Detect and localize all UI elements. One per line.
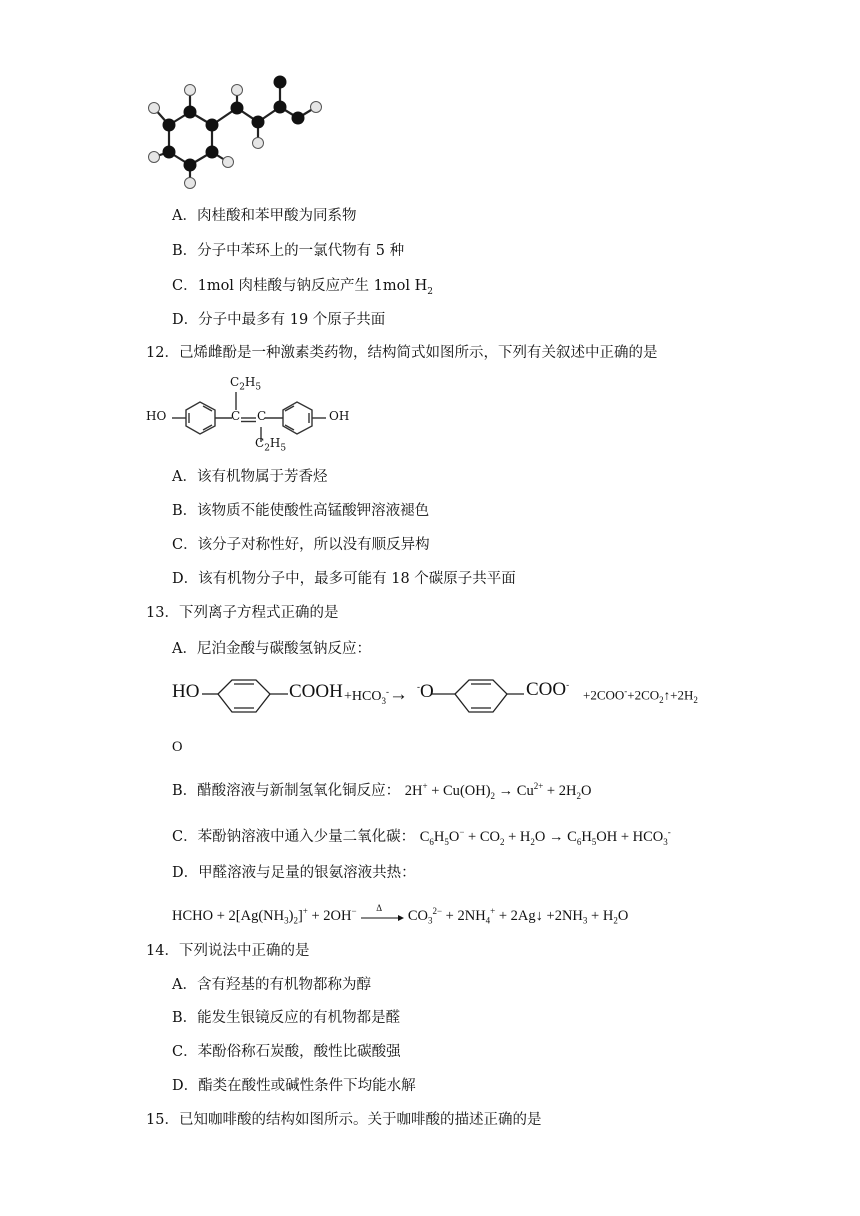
q12-option-a: A．该有机物属于芳香烃 [172, 469, 328, 485]
q13-option-a-label: A．尼泊金酸与碳酸氢钠反应： [172, 641, 371, 657]
eq-a-tail: $+2COO^-+2CO_2↑+2H_2$ [583, 686, 698, 705]
q11-option-b: B．分子中苯环上的一氯代物有 5 种 [172, 243, 405, 259]
q11-option-a: A．肉桂酸和苯甲酸为同系物 [172, 208, 357, 224]
diethylstilbestrol-structure [140, 372, 370, 454]
ho-group-label: HO [146, 409, 167, 423]
q15-stem: 15．已知咖啡酸的结构如图所示。关于咖啡酸的描述正确的是 [146, 1112, 542, 1128]
q13-stem: 13．下列离子方程式正确的是 [146, 605, 339, 621]
ethyl-top-label: $C_2H_5$ [230, 375, 262, 393]
q12-option-b: B．该物质不能使酸性高锰酸钾溶液褪色 [172, 503, 430, 519]
eq-a-ho: HO [172, 681, 200, 702]
carbon-right-label: C [257, 409, 267, 423]
q14-option-c: C．苯酚俗称石炭酸，酸性比碳酸强 [172, 1044, 401, 1060]
q11-option-d: D．分子中最多有 19 个原子共面 [172, 312, 386, 328]
eq-a-coo: COO- [526, 679, 570, 700]
q12-option-d: D．该有机物分子中，最多可能有 18 个碳原子共平面 [172, 571, 516, 587]
q13-option-c: C．苯酚钠溶液中通入少量二氧化碳： $C_6H_5O^- + CO_2 + H_2O \to C_6H_5OH + HCO_3^-$ [172, 827, 671, 847]
heat-symbol: Δ [376, 902, 382, 913]
q13-equation-d: HCHO + $2[Ag(NH_3)_2]^+ + 2OH^-$ Δ $CO_3^{2-} + 2NH_4^+$ + 2Ag↓ $+2NH_3 + H_2O$ [172, 901, 628, 931]
q13-equation-a [172, 668, 732, 726]
q13-option-d-label: D．甲醛溶液与足量的银氨溶液共热： [172, 865, 416, 881]
oh-group-label: OH [329, 409, 350, 423]
q13-option-b: B．醋酸溶液与新制氢氧化铜反应： $2H^+ + Cu(OH)_2 \to Cu^{2+} + 2H_2O$ [172, 781, 592, 801]
ethyl-bottom-label: $C_2H_5$ [255, 436, 287, 454]
eq-a-wrap-o: O [172, 739, 183, 755]
q14-option-a: A．含有羟基的有机物都称为醇 [172, 977, 371, 993]
q12-option-c: C．该分子对称性好，所以没有顺反异构 [172, 537, 430, 553]
eq-a-hco3: $+HCO_3^-\to$ [344, 684, 408, 706]
q12-stem: 12．己烯雌酚是一种激素类药物，结构简式如图所示，下列有关叙述中正确的是 [146, 345, 658, 361]
q14-stem: 14．下列说法中正确的是 [146, 943, 310, 959]
eq-a-o-minus: -O [417, 681, 434, 702]
reaction-arrow-icon [360, 914, 404, 922]
eq-a-cooh: COOH [289, 681, 343, 702]
cinnamic-acid-ball-stick-model [140, 70, 340, 195]
q14-option-b: B．能发生银镜反应的有机物都是醛 [172, 1010, 401, 1026]
q11-option-c: C．1mol 肉桂酸与钠反应产生 1mol $H_2$ [172, 278, 433, 297]
q14-option-d: D．酯类在酸性或碱性条件下均能水解 [172, 1078, 416, 1094]
carbon-left-label: C [231, 409, 241, 423]
